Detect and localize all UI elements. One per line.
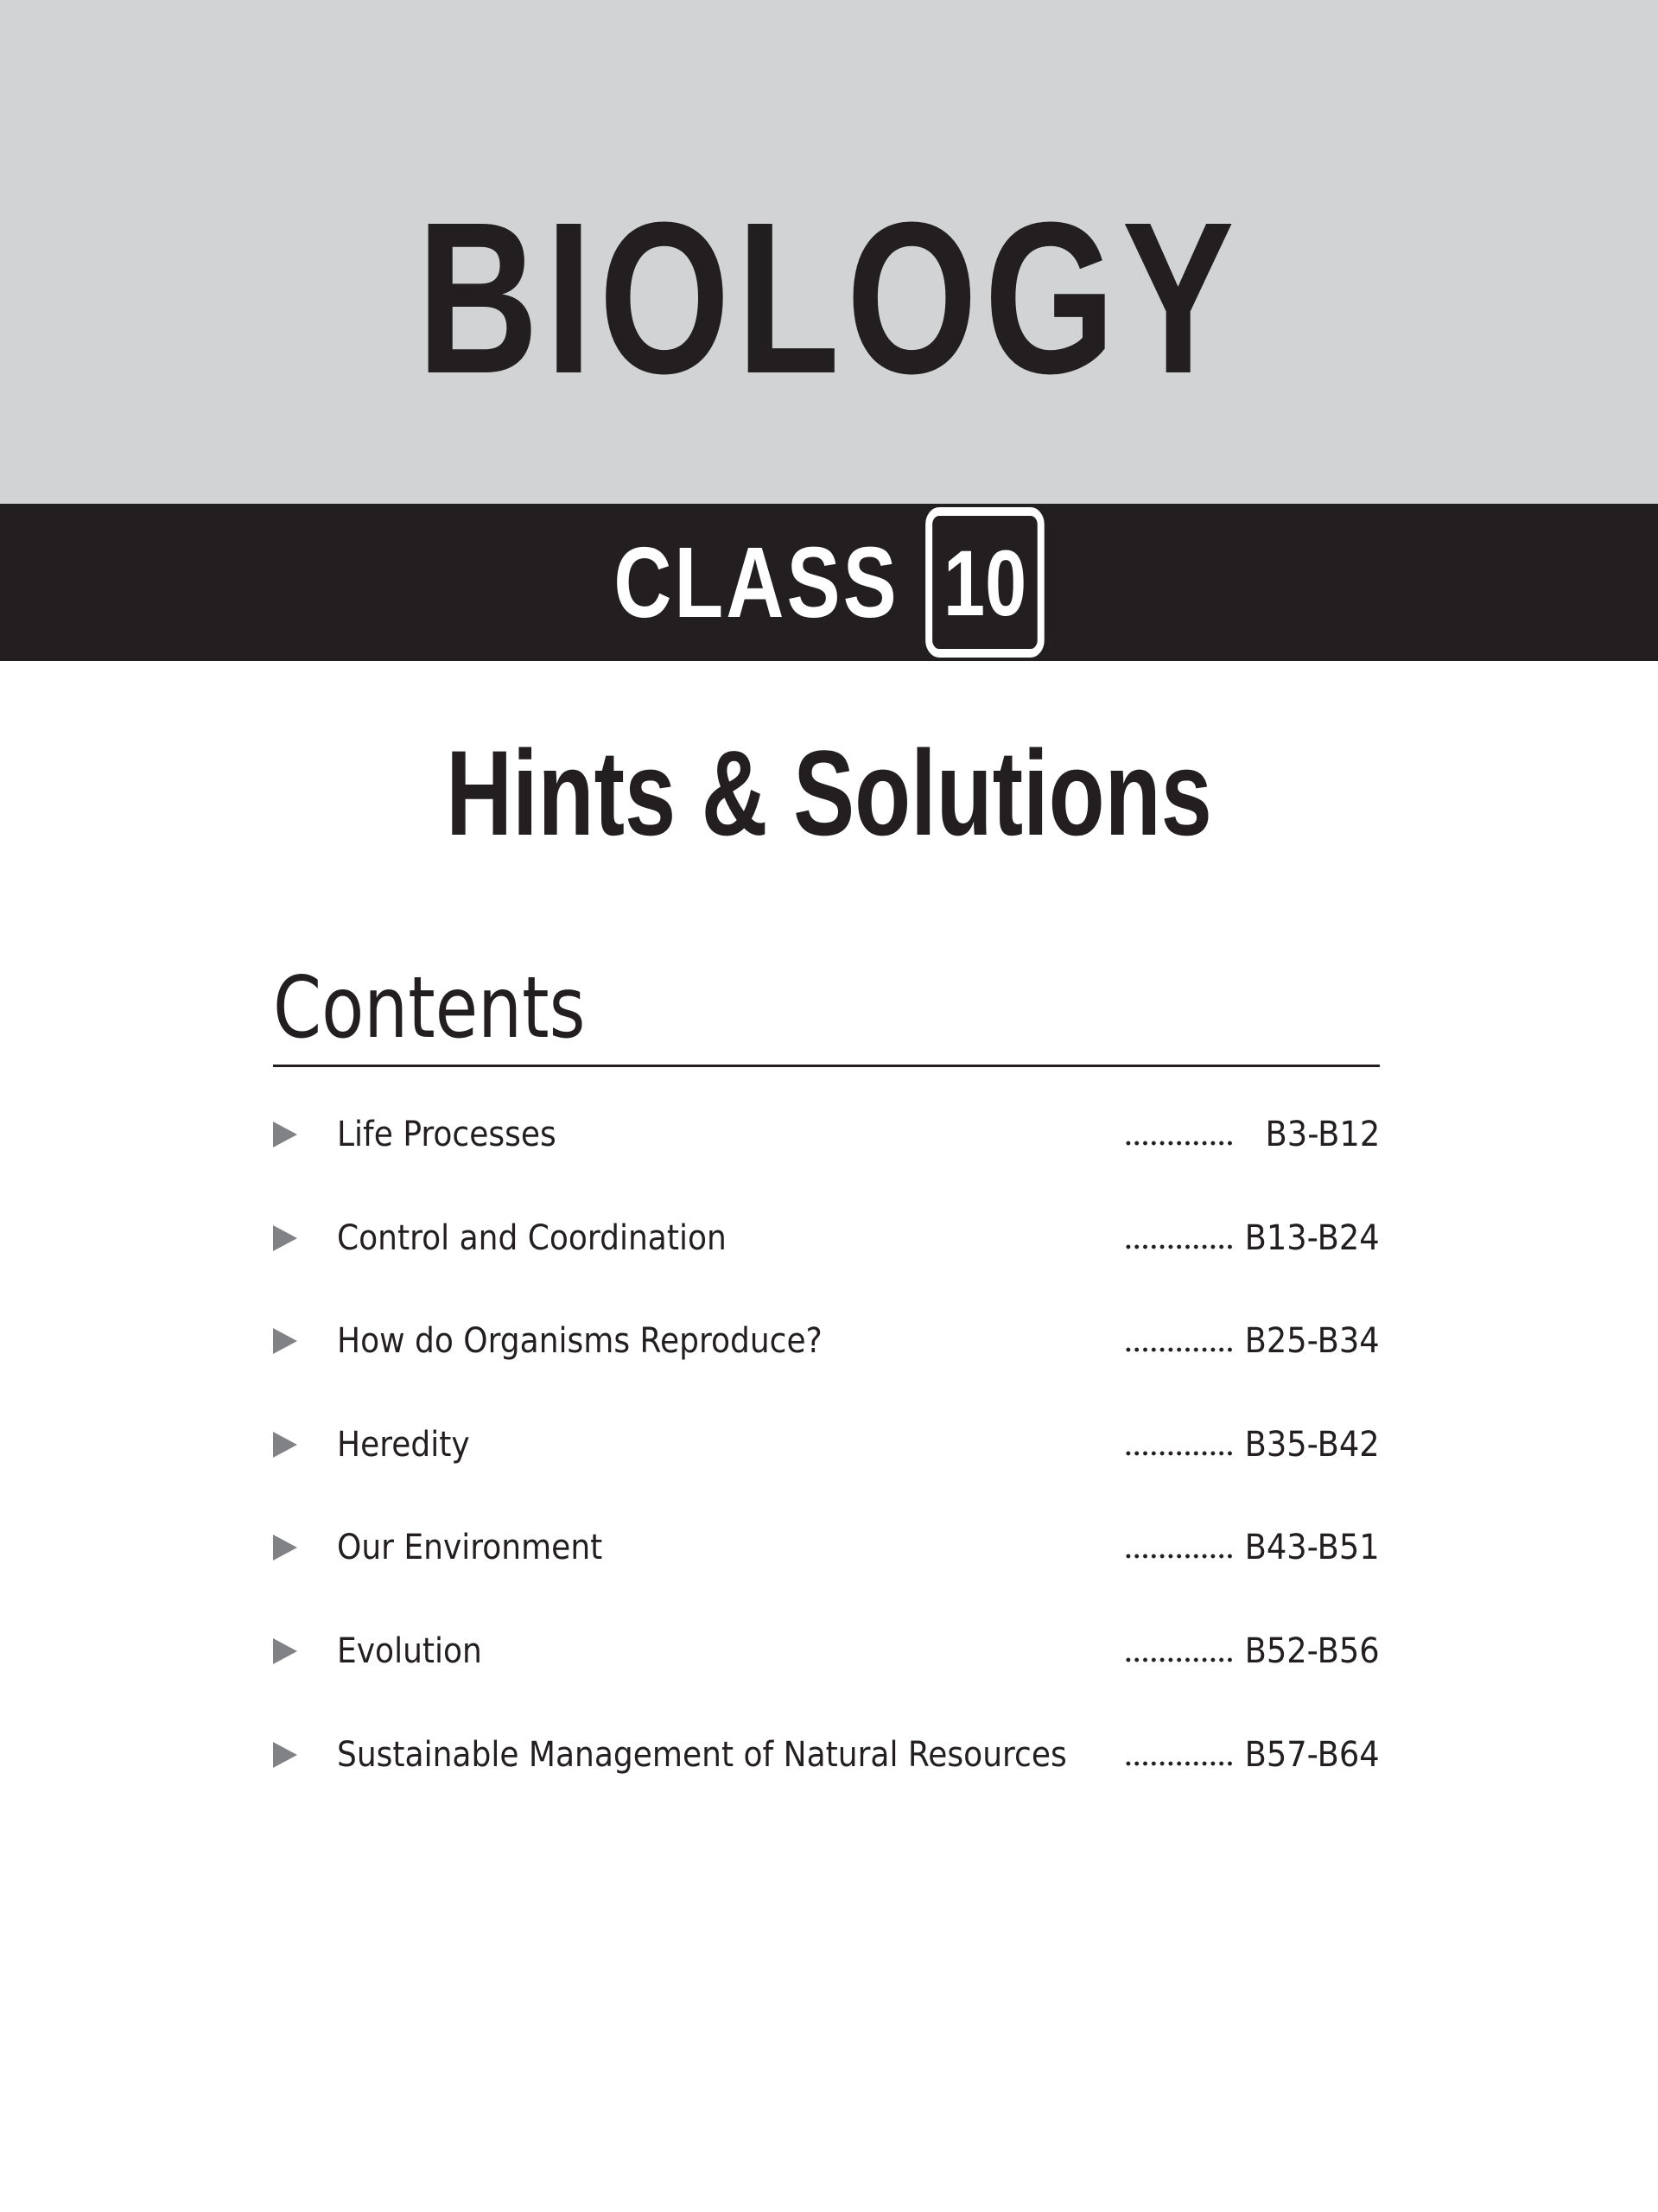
- toc-item[interactable]: [273, 1408, 1380, 1511]
- contents-heading: Contents: [273, 959, 586, 1058]
- toc-item-pages: B43-B51: [1244, 1528, 1380, 1568]
- class-badge-group: [613, 507, 1045, 658]
- toc-item-title: Evolution: [337, 1630, 482, 1671]
- dot-leader: [1124, 1738, 1235, 1768]
- toc-item-pages: B13-B24: [1244, 1217, 1380, 1258]
- contents-divider: [273, 1065, 1380, 1067]
- toc-item-title: Our Environment: [337, 1528, 603, 1568]
- toc-item[interactable]: [273, 1304, 1380, 1408]
- toc-item-pages: B35-B42: [1244, 1424, 1380, 1465]
- dot-leader: [1124, 1635, 1235, 1664]
- toc-item-title: Life Processes: [337, 1115, 556, 1154]
- dot-leader: [1124, 1222, 1235, 1251]
- toc-item[interactable]: [273, 1614, 1380, 1718]
- toc-item-title: Control and Coordination: [337, 1217, 727, 1258]
- class-banner: [0, 504, 1658, 661]
- triangle-right-icon: [273, 1742, 297, 1768]
- toc-item-pages: B52-B56: [1244, 1630, 1380, 1671]
- toc-item[interactable]: [273, 1097, 1380, 1201]
- class-label: CLASS: [613, 526, 899, 639]
- toc-item-pages: B25-B34: [1244, 1321, 1380, 1362]
- triangle-right-icon: [273, 1122, 297, 1147]
- class-number-box: 10: [925, 507, 1045, 658]
- toc-item-pages: B57-B64: [1244, 1734, 1380, 1775]
- triangle-right-icon: [273, 1638, 297, 1664]
- toc-item-pages: B3-B12: [1265, 1115, 1380, 1154]
- table-of-contents: [273, 1097, 1380, 1821]
- dot-leader: [1124, 1325, 1235, 1354]
- triangle-right-icon: [273, 1432, 297, 1458]
- dot-leader: [1124, 1118, 1235, 1147]
- dot-leader: [1124, 1428, 1235, 1458]
- toc-item-title: Sustainable Management of Natural Resources: [337, 1734, 1067, 1775]
- page-subtitle: Hints & Solutions: [446, 725, 1212, 861]
- toc-item[interactable]: [273, 1201, 1380, 1305]
- triangle-right-icon: [273, 1225, 297, 1251]
- dot-leader: [1124, 1531, 1235, 1560]
- triangle-right-icon: [273, 1328, 297, 1354]
- toc-item[interactable]: [273, 1510, 1380, 1614]
- toc-item[interactable]: [273, 1718, 1380, 1821]
- toc-item-title: How do Organisms Reproduce?: [337, 1321, 823, 1362]
- triangle-right-icon: [273, 1535, 297, 1560]
- toc-item-title: Heredity: [337, 1424, 470, 1465]
- subject-title: BIOLOGY: [416, 177, 1242, 418]
